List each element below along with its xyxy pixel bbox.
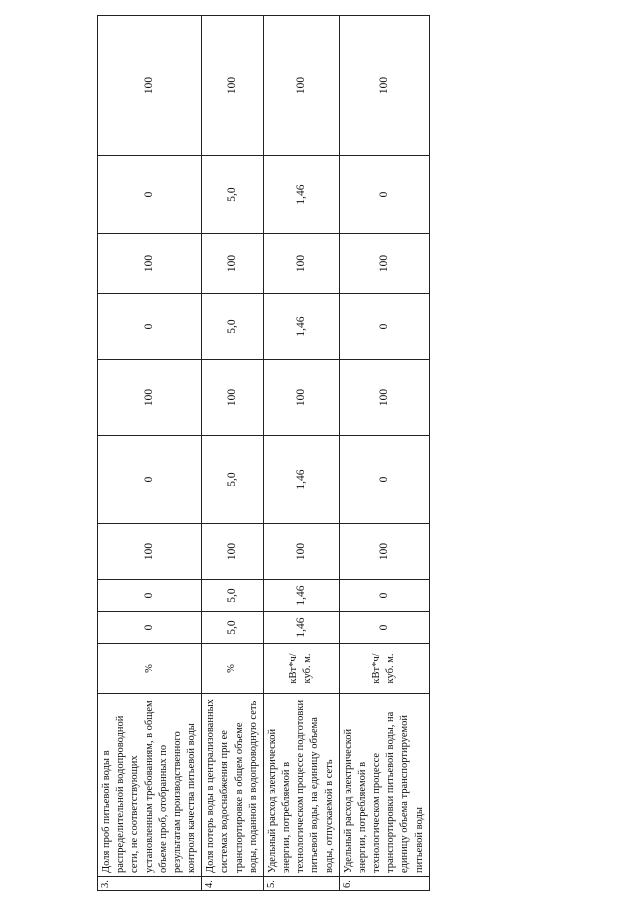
value-cell: 0 [98, 580, 202, 612]
rotated-table-wrapper [97, 16, 425, 891]
row-number: 4. [202, 877, 264, 891]
unit-cell: % [98, 644, 202, 694]
value-cell: 100 [339, 524, 429, 580]
value-cell: 100 [202, 360, 264, 436]
value-cell: 5,0 [202, 612, 264, 644]
unit-cell: % [202, 644, 264, 694]
value-cell: 100 [339, 234, 429, 294]
value-cell: 5,0 [202, 436, 264, 524]
value-cell: 0 [98, 294, 202, 360]
value-cell: 100 [339, 360, 429, 436]
value-cell: 0 [339, 294, 429, 360]
indicators-table [97, 15, 430, 891]
value-cell: 100 [98, 234, 202, 294]
value-cell: 0 [339, 612, 429, 644]
value-cell: 100 [263, 16, 339, 156]
indicator-name: Удельный расход электрической энергии, потребляемой в технологическом процессе транспортировки питьевой воды, на единицу объема транспортируемой питьевой воды [339, 694, 429, 877]
indicator-name: Доля проб питьевой воды в распределительной водопроводной сети, не соответствующих установленным требованиям, в общем объеме проб, отобранных по результатам производственного контроля качества питьевой воды [98, 694, 202, 877]
unit-cell: кВт*ч/куб. м. [339, 644, 429, 694]
value-cell: 1,46 [263, 294, 339, 360]
value-cell: 100 [263, 360, 339, 436]
value-cell: 1,46 [263, 156, 339, 234]
unit-cell: кВт*ч/куб. м. [263, 644, 339, 694]
row-number: 6. [339, 877, 429, 891]
value-cell: 0 [339, 580, 429, 612]
value-cell: 0 [98, 612, 202, 644]
value-cell: 0 [339, 156, 429, 234]
indicator-name: Доля потерь воды в централизованных системах водоснабжения при ее транспортировке в общем объеме воды, поданной в водопроводную сеть [202, 694, 264, 877]
table-row [98, 16, 202, 891]
value-cell: 5,0 [202, 580, 264, 612]
value-cell: 100 [339, 16, 429, 156]
table-row [202, 16, 264, 891]
row-number: 3. [98, 877, 202, 891]
value-cell: 1,46 [263, 580, 339, 612]
value-cell: 1,46 [263, 612, 339, 644]
value-cell: 0 [98, 156, 202, 234]
table-row [339, 16, 429, 891]
value-cell: 100 [263, 234, 339, 294]
table-row [263, 16, 339, 891]
value-cell: 1,46 [263, 436, 339, 524]
value-cell: 0 [98, 436, 202, 524]
value-cell: 100 [263, 524, 339, 580]
value-cell: 5,0 [202, 294, 264, 360]
value-cell: 0 [339, 436, 429, 524]
value-cell: 5,0 [202, 156, 264, 234]
value-cell: 100 [98, 360, 202, 436]
value-cell: 100 [202, 234, 264, 294]
value-cell: 100 [202, 524, 264, 580]
indicator-name: Удельный расход электрической энергии, потребляемой в технологическом процессе подготовки питьевой воды, на единицу объема воды, отпускаемой в сеть [263, 694, 339, 877]
value-cell: 100 [98, 16, 202, 156]
value-cell: 100 [202, 16, 264, 156]
value-cell: 100 [98, 524, 202, 580]
row-number: 5. [263, 877, 339, 891]
